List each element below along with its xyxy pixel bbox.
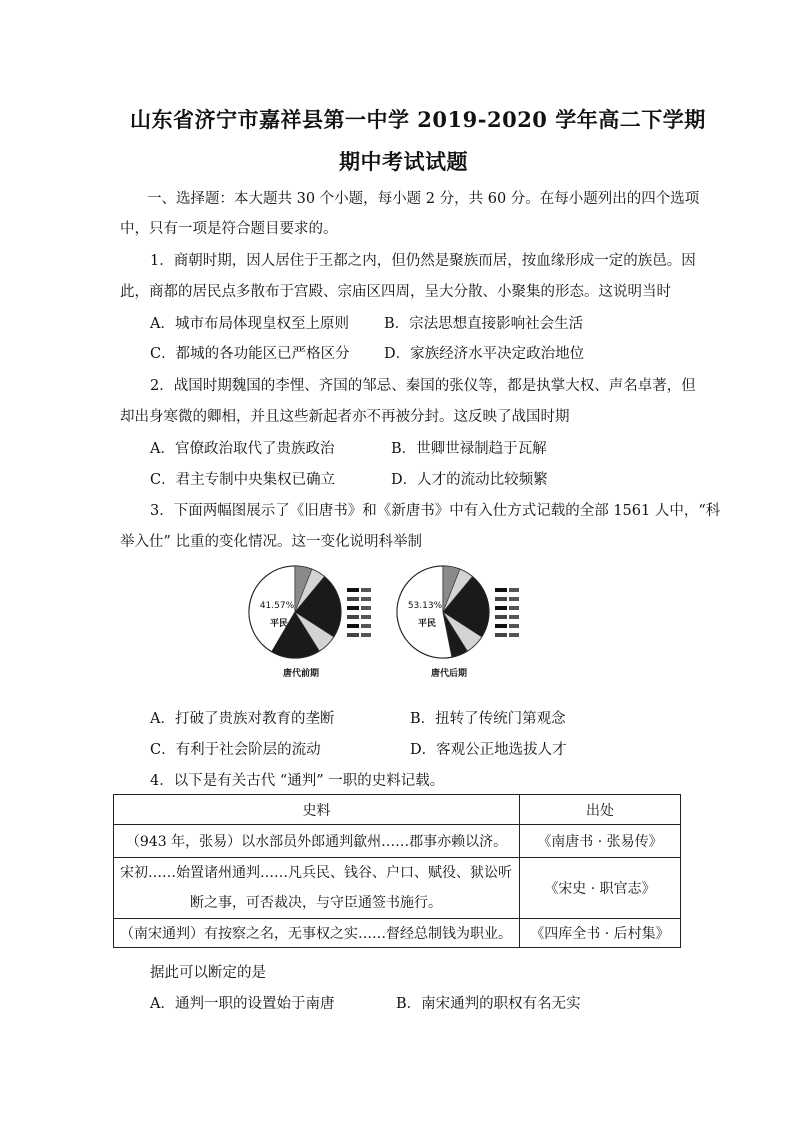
table-row bbox=[114, 825, 681, 858]
pie-charts-figure bbox=[248, 562, 548, 690]
table-cell-source: 《宋史 · 职官志》 bbox=[520, 858, 681, 919]
q1-option-b: B．宗法思想直接影响社会生活 bbox=[384, 316, 584, 332]
q1-option-d: D．家族经济水平决定政治地位 bbox=[384, 346, 585, 362]
q3-stem-line2: 举入仕” 比重的变化情况。这一变化说明科举制 bbox=[120, 534, 423, 550]
legend-entry-mark bbox=[361, 588, 371, 592]
q4-option-a: A．通判一职的设置始于南唐 bbox=[150, 996, 335, 1012]
pie-charts-svg bbox=[248, 562, 548, 686]
legend-swatch bbox=[495, 624, 507, 628]
q4-follow: 据此可以断定的是 bbox=[150, 965, 266, 981]
q4-stem: 4．以下是有关古代 “通判” 一职的史料记载。 bbox=[150, 773, 445, 789]
legend-swatch bbox=[495, 633, 507, 637]
table-row bbox=[114, 858, 681, 919]
legend-swatch bbox=[347, 588, 359, 592]
legend-swatch bbox=[347, 597, 359, 601]
legend-swatch bbox=[495, 615, 507, 619]
q2-stem-line1: 2．战国时期魏国的李悝、齐国的邹忌、秦国的张仪等，都是执掌大权、声名卓著，但 bbox=[150, 378, 696, 394]
legend-swatch bbox=[347, 615, 359, 619]
table-row bbox=[114, 919, 681, 948]
table-header-row bbox=[114, 795, 681, 825]
q3-option-d: D．客观公正地选拔人才 bbox=[410, 742, 567, 758]
q1-stem-line1: 1．商朝时期，因人居住于王都之内，但仍然是聚族而居，按血缘形成一定的族邑。因 bbox=[150, 253, 696, 269]
q4-option-b: B．南宋通判的职权有名无实 bbox=[396, 996, 581, 1012]
q2-option-b: B．世卿世禄制趋于瓦解 bbox=[391, 441, 547, 457]
legend-swatch bbox=[347, 624, 359, 628]
table-cell-text: （943 年，张易）以水部员外郎通判歙州……郡事亦赖以济。 bbox=[114, 825, 520, 858]
source-table bbox=[113, 794, 681, 948]
q3-option-c: C．有利于社会阶层的流动 bbox=[150, 742, 321, 758]
legend-entry-mark bbox=[509, 597, 519, 601]
legend-swatch bbox=[495, 606, 507, 610]
table-cell-source: 《南唐书 · 张易传》 bbox=[520, 825, 681, 858]
legend-swatch bbox=[495, 597, 507, 601]
q2-option-d: D．人才的流动比较频繁 bbox=[391, 472, 548, 488]
legend-entry-mark bbox=[361, 606, 371, 610]
q2-option-c: C．君主专制中央集权已确立 bbox=[150, 472, 336, 488]
legend-entry-mark bbox=[361, 597, 371, 601]
legend-entry-mark bbox=[509, 588, 519, 592]
legend-entry-mark bbox=[361, 633, 371, 637]
table-cell-text-line: 宋初……始置诸州通判……凡兵民、钱谷、户口、赋役、狱讼听 bbox=[120, 865, 512, 881]
pie-value-label: 53.13% bbox=[407, 601, 443, 611]
table-header-origin: 出处 bbox=[520, 795, 681, 825]
q1-option-c: C．都城的各功能区已严格区分 bbox=[150, 346, 350, 362]
q1-stem-line2: 此，商都的居民点多散布于宫殿、宗庙区四周，呈大分散、小聚集的形态。这说明当时 bbox=[120, 284, 671, 300]
table-cell-text bbox=[114, 858, 520, 919]
legend-entry-mark bbox=[509, 606, 519, 610]
q2-stem-line2: 却出身寒微的卿相，并且这些新起者亦不再被分封。这反映了战国时期 bbox=[120, 409, 570, 425]
q3-option-a: A．打破了贵族对教育的垄断 bbox=[150, 711, 335, 727]
legend-swatch bbox=[347, 633, 359, 637]
table-cell-text: （南宋通判）有按察之名，无事权之实……督经总制钱为职业。 bbox=[114, 919, 520, 948]
legend-entry-mark bbox=[509, 633, 519, 637]
legend-entry-mark bbox=[509, 624, 519, 628]
pie-chart-title: 唐代前期 bbox=[282, 669, 320, 679]
pie-category-label: 平民 bbox=[417, 619, 437, 629]
pie-chart-title: 唐代后期 bbox=[430, 669, 468, 679]
legend-swatch bbox=[347, 606, 359, 610]
section-intro-line1: 一、选择题：本大题共 30 个小题，每小题 2 分，共 60 分。在每小题列出的四个选项 bbox=[147, 191, 700, 207]
table-header-source-text: 史料 bbox=[114, 795, 520, 825]
table-cell-source: 《四库全书 · 后村集》 bbox=[520, 919, 681, 948]
q2-option-a: A．官僚政治取代了贵族政治 bbox=[150, 441, 335, 457]
legend-entry-mark bbox=[361, 615, 371, 619]
pie-category-label: 平民 bbox=[269, 619, 289, 629]
legend-entry-mark bbox=[509, 615, 519, 619]
pie-value-label: 41.57% bbox=[259, 601, 295, 611]
q1-option-a: A．城市布局体现皇权至上原则 bbox=[150, 316, 349, 332]
q3-stem-line1: 3．下面两幅图展示了《旧唐书》和《新唐书》中有入仕方式记载的全部 1561 人中，“科 bbox=[150, 503, 721, 519]
table-cell-text-line: 断之事，可否裁决，与守臣通签书施行。 bbox=[190, 895, 442, 911]
document-title-line2: 期中考试试题 bbox=[339, 149, 468, 174]
q3-option-b: B．扭转了传统门第观念 bbox=[410, 711, 566, 727]
legend-swatch bbox=[495, 588, 507, 592]
legend-entry-mark bbox=[361, 624, 371, 628]
document-title-line1: 山东省济宁市嘉祥县第一中学 2019-2020 学年高二下学期 bbox=[130, 107, 706, 132]
section-intro-line2: 中，只有一项是符合题目要求的。 bbox=[120, 221, 338, 237]
